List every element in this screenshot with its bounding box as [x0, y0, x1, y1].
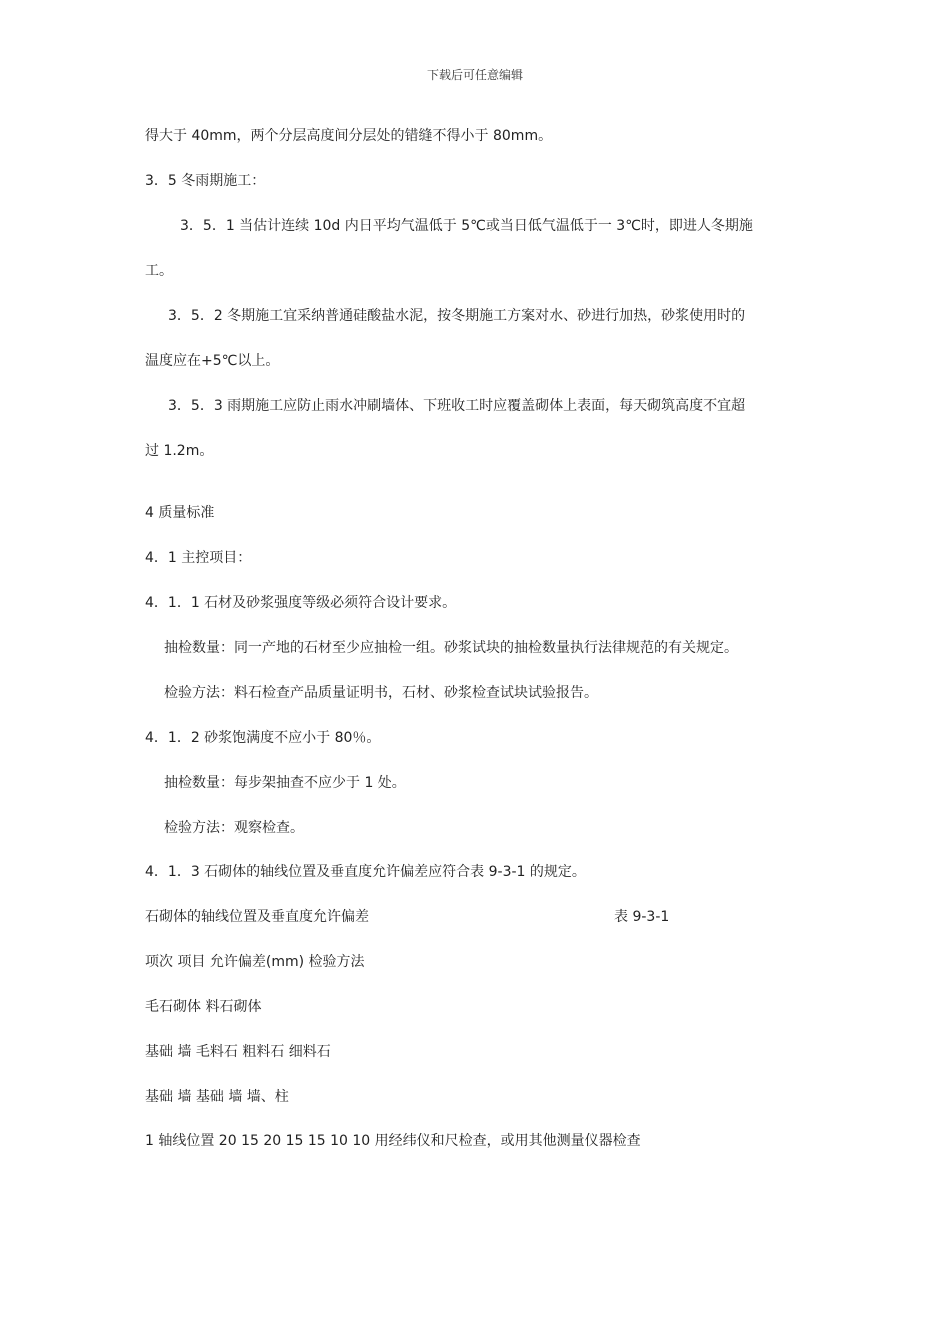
table-row: 项次 项目 允许偏差(mm) 检验方法	[145, 954, 365, 970]
paragraph-line: 3．5．2 冬期施工宜采纳普通硅酸盐水泥，按冬期施工方案对水、砂进行加热，砂浆使用时的	[168, 308, 746, 324]
page-header: 下载后可任意编辑	[426, 68, 523, 82]
paragraph-line: 抽检数量：同一产地的石材至少应抽检一组。砂浆试块的抽检数量执行法律规范的有关规定。	[164, 640, 738, 656]
paragraph-line: 检验方法：料石检查产品质量证明书，石材、砂浆检查试块试验报告。	[164, 685, 598, 701]
table-row: 毛石砌体 料石砌体	[145, 999, 262, 1015]
paragraph-line: 检验方法：观察检查。	[164, 820, 304, 836]
section-heading: 3．5 冬雨期施工：	[145, 173, 266, 189]
paragraph-line: 过 1.2m。	[145, 443, 214, 459]
table-number: 表 9-3-1	[614, 909, 670, 925]
table-caption: 石砌体的轴线位置及垂直度允许偏差	[145, 909, 369, 925]
paragraph-line: 抽检数量：每步架抽查不应少于 1 处。	[164, 775, 406, 791]
paragraph-line: 3．5．3 雨期施工应防止雨水冲刷墙体、下班收工时应覆盖砌体上表面，每天砌筑高度不宜超	[168, 398, 746, 414]
paragraph-line: 温度应在+5℃以上。	[145, 353, 280, 369]
table-row: 1 轴线位置 20 15 20 15 15 10 10 用经纬仪和尺检查，或用其他测量仪器检查	[145, 1133, 641, 1149]
table-row: 基础 墙 毛料石 粗料石 细料石	[145, 1044, 331, 1060]
paragraph-line: 3．5．1 当估计连续 10d 内日平均气温低于 5℃或当日低气温低于一 3℃时，即进人冬期施	[180, 218, 753, 234]
table-row: 基础 墙 基础 墙 墙、柱	[145, 1089, 289, 1105]
paragraph-line: 4．1．3 石砌体的轴线位置及垂直度允许偏差应符合表 9-3-1 的规定。	[145, 864, 586, 880]
section-heading: 4 质量标准	[145, 505, 215, 521]
paragraph-line: 4．1．1 石材及砂浆强度等级必须符合设计要求。	[145, 595, 457, 611]
paragraph-line: 工。	[145, 263, 173, 279]
paragraph-line: 得大于 40mm，两个分层高度间分层处的错缝不得小于 80mm。	[145, 128, 553, 144]
paragraph-line: 4．1．2 砂浆饱满度不应小于 80％。	[145, 730, 381, 746]
section-heading: 4．1 主控项目：	[145, 550, 252, 566]
